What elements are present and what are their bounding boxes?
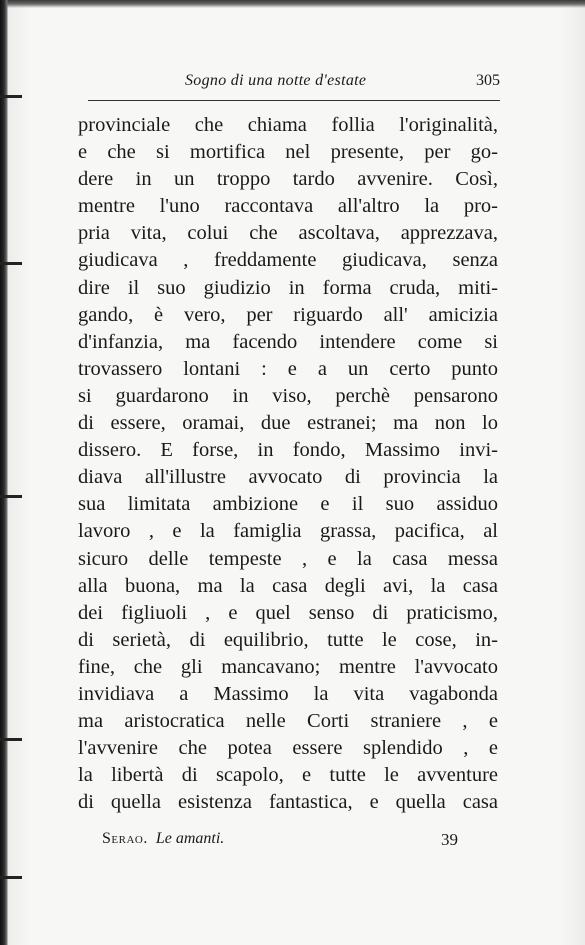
binding-stitch	[0, 876, 22, 879]
text-line: giudicava , freddamente giudicava, senza	[78, 249, 498, 272]
text-line: dere in un troppo tardo avvenire. Così,	[78, 168, 498, 191]
page-footer	[102, 830, 458, 854]
text-line: la libertà di scapolo, e tutte le avventure	[78, 764, 498, 787]
text-line: di essere, oramai, due estranei; ma non lo	[78, 412, 498, 435]
footer-author: Serao.	[102, 830, 148, 847]
footer-book-title: Le amanti.	[155, 830, 225, 847]
binding-stitch	[0, 95, 22, 98]
running-header	[88, 70, 500, 94]
text-line: e che si mortifica nel presente, per go-	[78, 141, 498, 164]
text-line: sua limitata ambizione e il suo assiduo	[78, 493, 498, 516]
text-line: dissero. E forse, in fondo, Massimo invi-	[78, 439, 498, 462]
text-line: sicuro delle tempeste , e la casa messa	[78, 547, 498, 570]
binding-stitch	[0, 738, 22, 741]
text-line: provinciale che chiama follia l'originalità,	[78, 114, 498, 136]
page-number: 305	[476, 72, 500, 89]
running-title: Sogno di una notte d'estate	[185, 72, 367, 89]
binding-stitch	[0, 495, 22, 498]
text-line: di quella esistenza fantastica, e quella casa	[78, 791, 498, 814]
page-top-edge	[0, 0, 585, 8]
text-line: trovassero lontani : e a un certo punto	[78, 357, 498, 380]
text-line: mentre l'uno raccontava all'altro la pro-	[78, 195, 498, 218]
book-spine	[0, 0, 8, 945]
text-line: invidiava a Massimo la vita vagabonda	[78, 682, 498, 705]
text-line: l'avvenire che potea essere splendido , e	[78, 737, 498, 760]
text-line: dei figliuoli , e quel senso di praticismo,	[78, 601, 498, 624]
text-line: si guardarono in viso, perchè pensarono	[78, 384, 498, 407]
binding-stitch	[0, 262, 22, 265]
text-line: fine, che gli mancavano; mentre l'avvocato	[78, 655, 498, 678]
text-line: d'infanzia, ma facendo intendere come si	[78, 330, 498, 353]
text-line: di serietà, di equilibrio, tutte le cose, in-	[78, 628, 498, 651]
text-line: ma aristocratica nelle Corti straniere , e	[78, 710, 498, 733]
text-line: diava all'illustre avvocato di provincia la	[78, 466, 498, 489]
text-line: alla buona, ma la casa degli avi, la casa	[78, 574, 498, 597]
text-line: gando, è vero, per riguardo all' amicizia	[78, 303, 498, 326]
text-line: pria vita, colui che ascoltava, apprezzava,	[78, 222, 498, 245]
text-line: lavoro , e la famiglia grassa, pacifica, al	[78, 520, 498, 543]
signature-mark: 39	[441, 830, 458, 849]
body-text	[78, 112, 498, 816]
text-line: dire il suo giudizio in forma cruda, miti-	[78, 276, 498, 299]
header-rule	[88, 100, 500, 101]
